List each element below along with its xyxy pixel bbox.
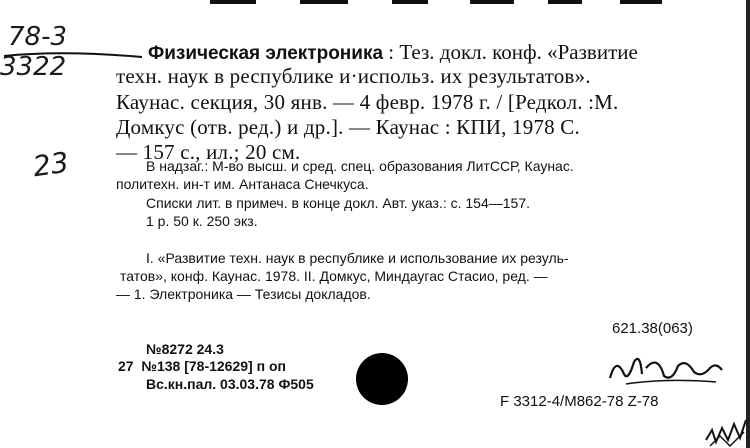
- card-top-edge: [0, 0, 750, 8]
- note-header-line1: В надзаг.: М-во высш. и сред. спец. образования ЛитССР, Каунас.: [146, 158, 574, 174]
- order-prefix: 27: [118, 358, 134, 374]
- title-line: [148, 40, 638, 65]
- tracing-line2: татов», конф. Каунас. 1978. II. Домкус, Миндаугас Стасио, ред. —: [120, 268, 548, 284]
- order-line-2: [118, 358, 286, 374]
- catalog-card-number: F 3312-4/M862-78 Z-78: [500, 393, 659, 410]
- book-chamber-line: Вс.кн.пал. 03.03.78 Ф505: [146, 376, 314, 392]
- shelfmark-top: 78-3: [8, 22, 68, 52]
- title-statement: : Тез. докл. конф. «Развитие: [383, 40, 638, 64]
- description-line-4: Домкус (отв. ред.) и др.]. — Каунас : КПИ, 1978 С.: [116, 115, 580, 139]
- physical-description: — 157 с., ил.; 20 см.: [116, 140, 301, 164]
- side-handwritten-mark: 23: [30, 145, 71, 184]
- note-header-line2: политехн. ин-т им. Антанаса Снечкуса.: [116, 176, 369, 192]
- shelfmark-bottom: 3322: [0, 52, 67, 82]
- card-right-edge: [746, 0, 750, 448]
- tracing-line1: I. «Развитие техн. наук в республике и использование их резуль-: [146, 250, 569, 266]
- description-line-2: техн. наук в республике и·использ. их результатов».: [116, 64, 591, 88]
- description-line-3: Каунас. секция, 30 янв. — 4 февр. 1978 г. / [Редкол. :М.: [116, 90, 619, 114]
- note-bibliography-line1: Списки лит. в примеч. в конце докл. Авт. указ.: с. 154—157.: [146, 195, 531, 211]
- order-number-1: №8272 24.3: [146, 341, 224, 357]
- tracing-line3: — 1. Электроника — Тезисы докладов.: [116, 286, 371, 302]
- corner-scribble: [700, 410, 750, 448]
- classification-number: 621.38(063): [612, 320, 693, 337]
- handwritten-signature: [606, 348, 726, 388]
- order-number-2: №138 [78-12629] п оп: [141, 358, 286, 374]
- note-price-print-run: 1 р. 50 к. 250 экз.: [146, 213, 258, 229]
- book-title: Физическая электроника: [148, 43, 384, 64]
- punch-hole: [356, 353, 408, 405]
